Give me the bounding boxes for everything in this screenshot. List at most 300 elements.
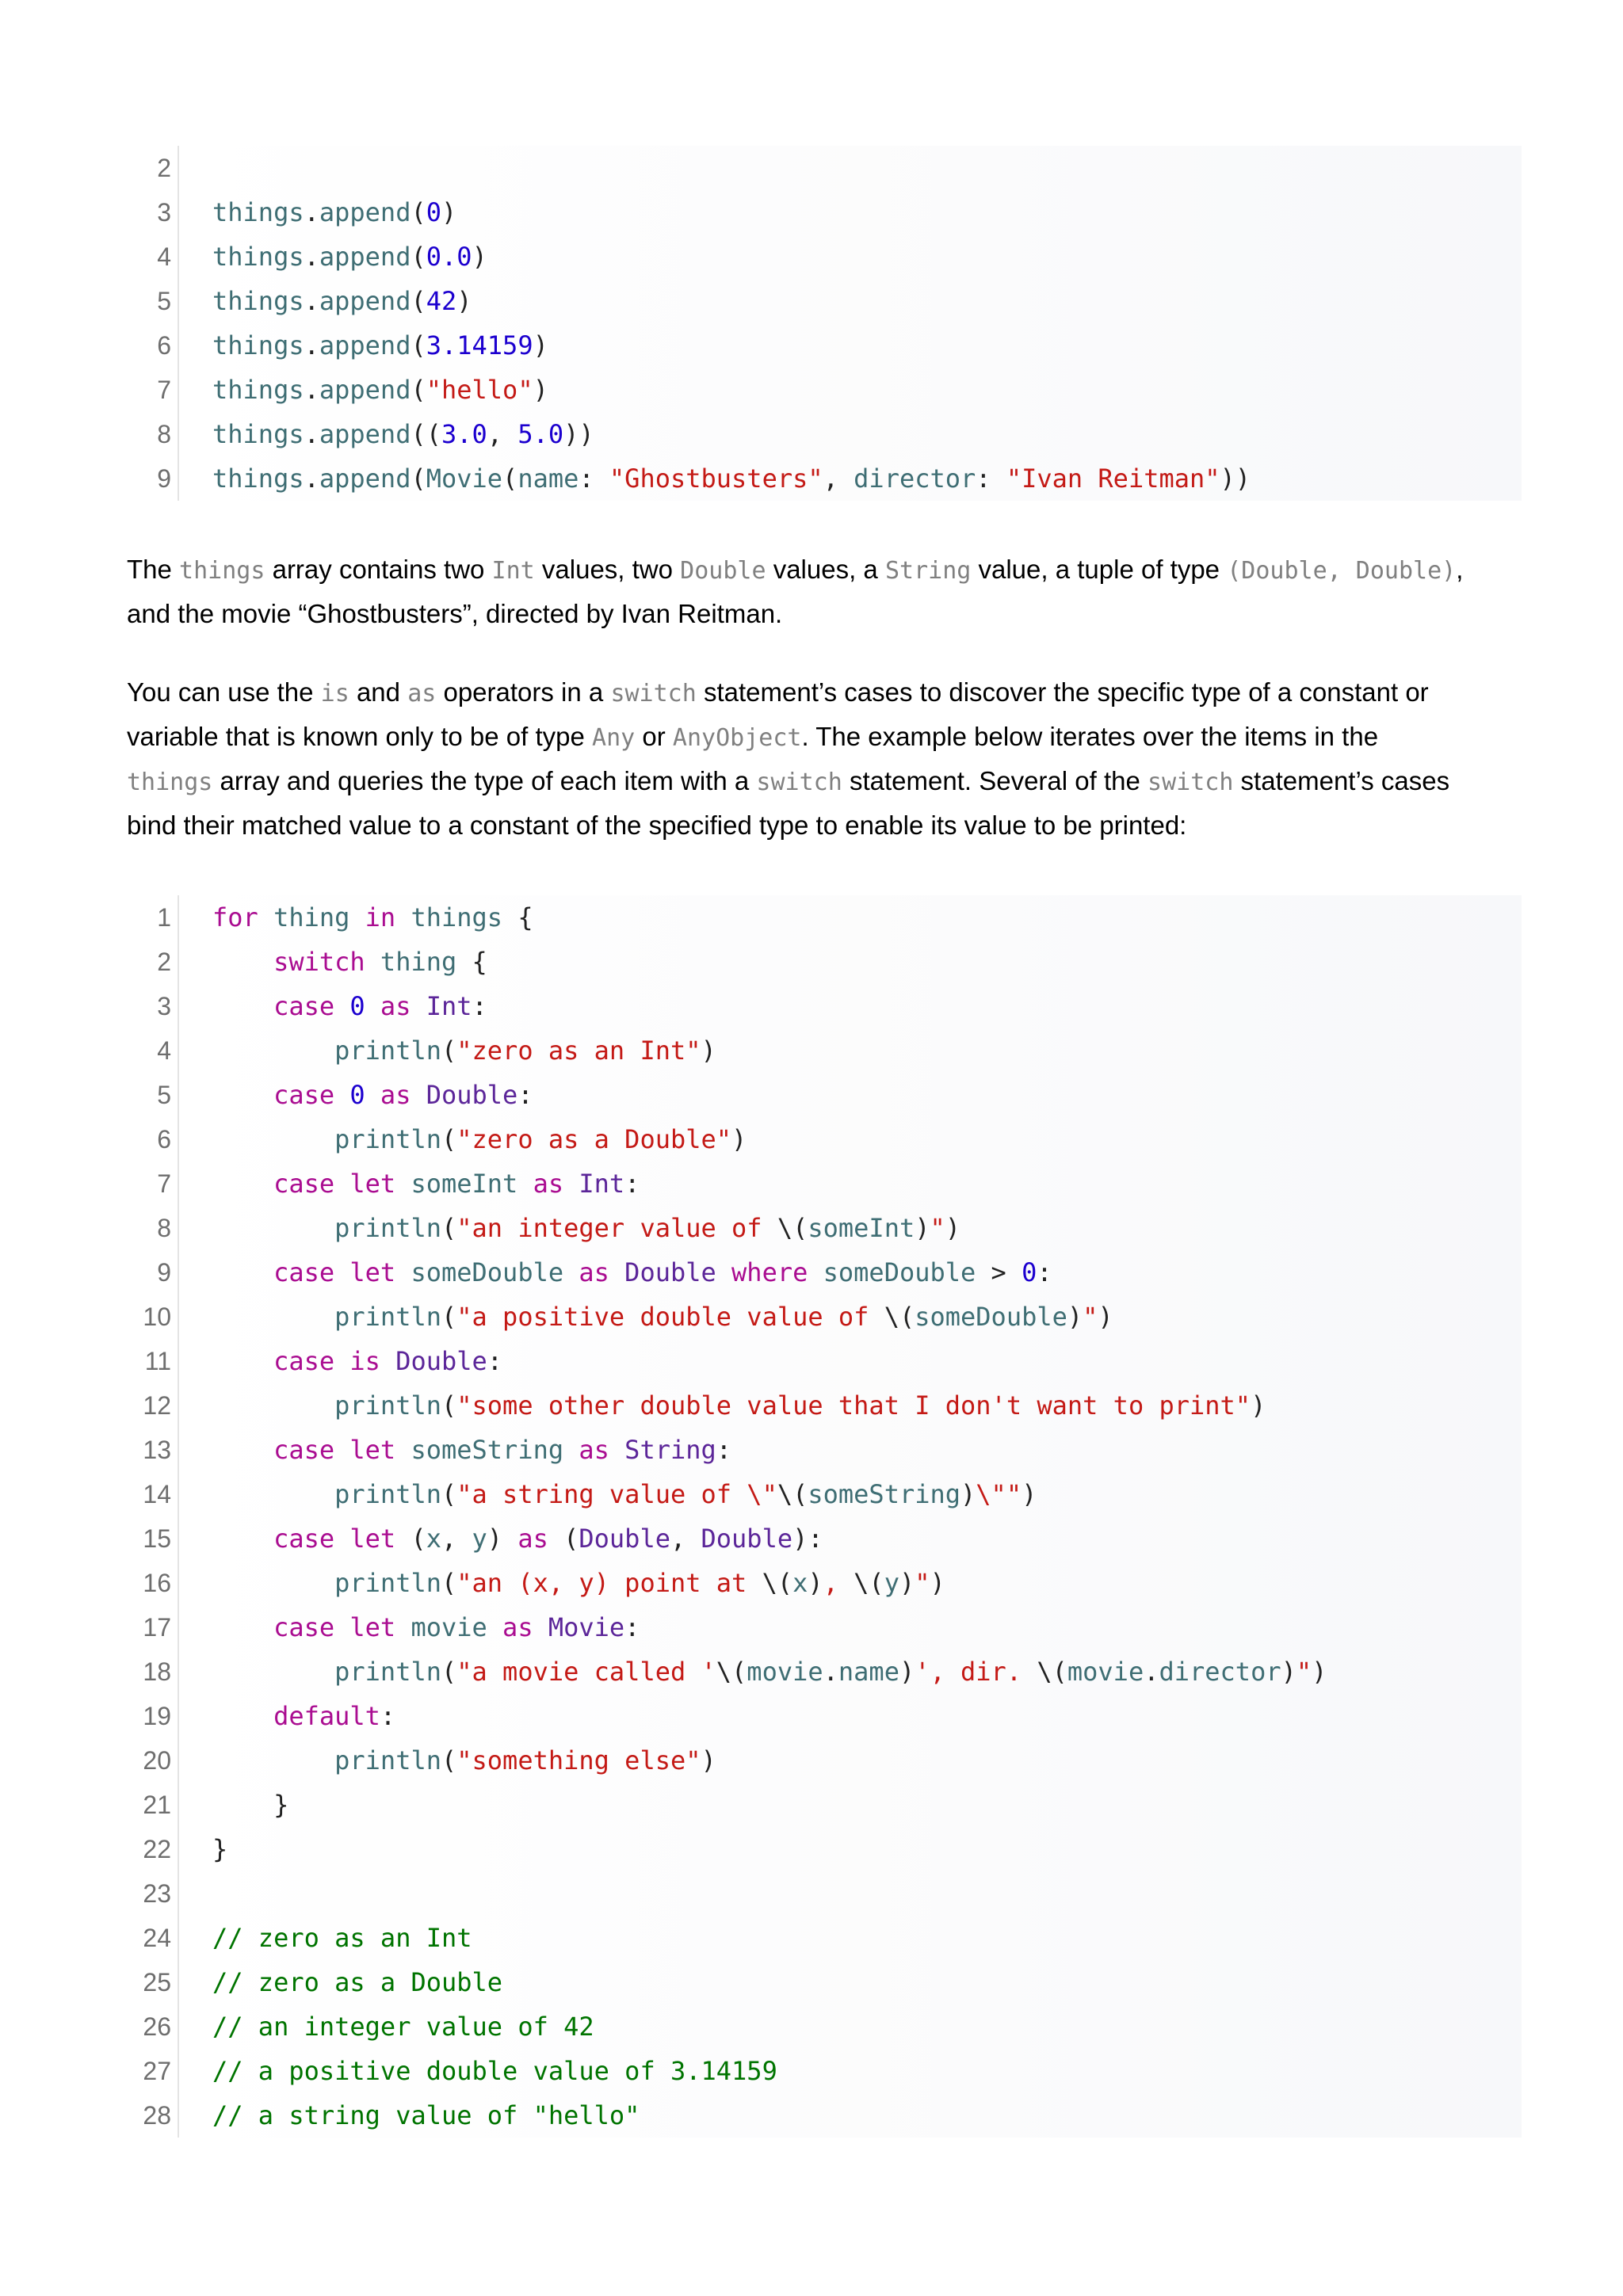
- code-number: 3.14159: [426, 330, 533, 360]
- inline-code: Double: [680, 557, 766, 585]
- code-text: [212, 1650, 1327, 1694]
- code-identifier: director: [854, 463, 976, 494]
- code-identifier: someDouble: [823, 1257, 976, 1287]
- code-punctuation: [212, 1257, 273, 1287]
- code-keyword: where: [731, 1257, 808, 1287]
- line-number-gutter: [178, 146, 179, 501]
- code-punctuation: [334, 1346, 349, 1376]
- code-punctuation: ): [915, 1213, 930, 1243]
- code-punctuation: ): [731, 1124, 747, 1154]
- code-punctuation: [212, 1390, 334, 1421]
- code-punctuation: [808, 1257, 823, 1287]
- code-keyword: as: [502, 1612, 533, 1642]
- code-punctuation: [716, 1257, 731, 1287]
- code-punctuation: ): [1022, 1479, 1037, 1509]
- code-punctuation: [487, 1612, 502, 1642]
- code-comment: // a string value of "hello": [212, 2100, 640, 2130]
- code-identifier: someString: [411, 1435, 564, 1465]
- code-punctuation: [212, 1435, 273, 1465]
- code-punctuation: .: [304, 242, 319, 272]
- code-punctuation: (: [441, 1124, 457, 1154]
- line-number: 20: [143, 1746, 171, 1775]
- code-identifier: someString: [808, 1479, 961, 1509]
- code-number: 0: [349, 1080, 365, 1110]
- code-number: 0: [1022, 1257, 1037, 1287]
- code-text: [212, 1028, 716, 1073]
- code-keyword: for: [212, 902, 258, 933]
- code-punctuation: [212, 991, 273, 1021]
- code-punctuation: :: [1037, 1257, 1052, 1287]
- body-text: array contains two: [265, 555, 492, 584]
- code-punctuation: :: [976, 463, 1006, 494]
- code-punctuation: [349, 902, 365, 933]
- body-text: variable that is known only to be of type: [127, 722, 593, 751]
- body-text: and: [349, 677, 408, 707]
- code-punctuation: \(: [884, 1302, 915, 1332]
- code-punctuation: {: [456, 947, 487, 977]
- code-keyword: switch: [273, 947, 365, 977]
- code-punctuation: [563, 1257, 579, 1287]
- code-punctuation: \(: [777, 1213, 808, 1243]
- code-punctuation: .: [304, 463, 319, 494]
- code-function: println: [334, 1390, 441, 1421]
- inline-code: switch: [610, 680, 697, 707]
- code-type: Movie: [548, 1612, 625, 1642]
- line-number: 17: [143, 1613, 171, 1642]
- code-punctuation: ): [1098, 1302, 1113, 1332]
- code-punctuation: [411, 1080, 426, 1110]
- code-text: [212, 456, 1251, 501]
- code-punctuation: ): [456, 286, 472, 316]
- code-text: [212, 1161, 640, 1206]
- inline-code: Int: [491, 557, 535, 585]
- code-keyword: let: [349, 1435, 396, 1465]
- code-text: [212, 895, 533, 940]
- code-text: [212, 1250, 1052, 1295]
- line-number: 26: [143, 2012, 171, 2041]
- code-text: [212, 1694, 395, 1738]
- code-text: [212, 1516, 823, 1561]
- code-punctuation: \(: [762, 1568, 793, 1598]
- body-text: and the movie “Ghostbusters”, directed by Ivan Reitman.: [127, 599, 783, 628]
- code-function: append: [319, 375, 411, 405]
- code-string: "zero as an Int": [456, 1035, 701, 1066]
- code-type: Double: [624, 1257, 716, 1287]
- code-keyword: default: [273, 1701, 380, 1731]
- line-number: 25: [143, 1968, 171, 1997]
- code-punctuation: :: [472, 991, 487, 1021]
- code-punctuation: \(: [777, 1479, 808, 1509]
- body-text: values, two: [534, 555, 681, 584]
- code-identifier: things: [212, 375, 304, 405]
- code-punctuation: [212, 1035, 334, 1066]
- code-text: [212, 1206, 960, 1250]
- line-number: 3: [157, 992, 171, 1020]
- code-string: ": [915, 1568, 930, 1598]
- code-punctuation: [212, 1568, 334, 1598]
- code-text: [212, 984, 487, 1028]
- body-text: ,: [1456, 555, 1464, 584]
- body-text: value, a tuple of type: [971, 555, 1228, 584]
- inline-code: things: [127, 769, 213, 796]
- code-keyword: as: [533, 1169, 564, 1199]
- code-identifier: movie: [747, 1657, 823, 1687]
- code-punctuation: (: [441, 1302, 457, 1332]
- inline-code: String: [884, 557, 972, 585]
- line-number: 23: [143, 1879, 171, 1908]
- code-punctuation: [334, 1169, 349, 1199]
- code-punctuation: [563, 1435, 579, 1465]
- code-punctuation: ): [1281, 1657, 1296, 1687]
- code-identifier: y: [472, 1524, 487, 1554]
- code-comment: // zero as an Int: [212, 1923, 472, 1953]
- code-punctuation: ,: [823, 463, 854, 494]
- code-punctuation: [411, 991, 426, 1021]
- code-punctuation: [395, 1612, 411, 1642]
- line-number: 24: [143, 1924, 171, 1952]
- body-text: array and queries the type of each item with a: [212, 766, 757, 795]
- code-function: Movie: [426, 463, 503, 494]
- code-keyword: case: [273, 1080, 335, 1110]
- code-identifier: director: [1159, 1657, 1281, 1687]
- line-number: 4: [157, 1036, 171, 1065]
- code-punctuation: (: [441, 1657, 457, 1687]
- code-punctuation: [517, 1169, 533, 1199]
- paragraph-type-casting-switch: [127, 671, 1522, 847]
- code-function: append: [319, 286, 411, 316]
- paragraph-things-contents: [127, 548, 1522, 635]
- code-punctuation: [334, 1435, 349, 1465]
- code-function: append: [319, 242, 411, 272]
- code-identifier: name: [517, 463, 579, 494]
- code-punctuation: [212, 947, 273, 977]
- inline-code: is: [320, 680, 349, 707]
- line-number: 4: [157, 242, 171, 271]
- body-text: values, a: [766, 555, 885, 584]
- code-text: [212, 2093, 640, 2138]
- code-punctuation: :: [624, 1169, 640, 1199]
- line-number: 6: [157, 331, 171, 360]
- code-string: "Ivan Reitman": [1006, 463, 1220, 494]
- code-punctuation: [212, 1346, 273, 1376]
- code-punctuation: [258, 902, 273, 933]
- code-punctuation: \(: [716, 1657, 747, 1687]
- code-identifier: name: [838, 1657, 899, 1687]
- code-punctuation: ,: [670, 1524, 701, 1554]
- code-identifier: thing: [380, 947, 457, 977]
- code-text: [212, 1383, 1266, 1428]
- code-function: append: [319, 197, 411, 227]
- code-identifier: someDouble: [915, 1302, 1067, 1332]
- code-identifier: x: [426, 1524, 441, 1554]
- code-text: [212, 1073, 533, 1117]
- code-keyword: case: [273, 1524, 335, 1554]
- paragraph-line: [127, 548, 1522, 593]
- line-number: 7: [157, 1169, 171, 1198]
- code-punctuation: [212, 1745, 334, 1775]
- code-punctuation: (: [441, 1568, 457, 1598]
- code-string: \"": [976, 1479, 1022, 1509]
- line-number: 10: [143, 1302, 171, 1331]
- line-number: 6: [157, 1125, 171, 1154]
- code-punctuation: (: [411, 286, 426, 316]
- code-punctuation: [212, 1701, 273, 1731]
- code-keyword: let: [349, 1169, 396, 1199]
- code-string: "a string value of \": [456, 1479, 777, 1509]
- code-string: "a movie called ': [456, 1657, 716, 1687]
- code-keyword: in: [365, 902, 396, 933]
- code-keyword: case: [273, 1346, 335, 1376]
- code-function: println: [334, 1035, 441, 1066]
- code-punctuation: .: [304, 375, 319, 405]
- code-punctuation: (: [395, 1524, 426, 1554]
- line-number: 5: [157, 287, 171, 315]
- code-punctuation: \(: [1037, 1657, 1067, 1687]
- code-function: println: [334, 1657, 441, 1687]
- code-identifier: things: [212, 419, 304, 449]
- code-punctuation: [395, 1169, 411, 1199]
- code-text: [212, 323, 548, 368]
- line-number: 11: [144, 1347, 171, 1375]
- code-punctuation: [212, 1524, 273, 1554]
- inline-code: (Double, Double): [1227, 557, 1457, 585]
- line-number: 16: [143, 1569, 171, 1597]
- code-text: [212, 1605, 640, 1650]
- code-punctuation: :: [716, 1435, 732, 1465]
- code-identifier: someDouble: [411, 1257, 564, 1287]
- code-string: "Ghostbusters": [609, 463, 823, 494]
- code-punctuation: .: [1144, 1657, 1159, 1687]
- code-type: Int: [426, 991, 472, 1021]
- code-type: Int: [579, 1169, 625, 1199]
- code-punctuation: :: [624, 1612, 640, 1642]
- code-string: "a positive double value of: [456, 1302, 884, 1332]
- code-identifier: things: [212, 197, 304, 227]
- code-function: println: [334, 1124, 441, 1154]
- code-punctuation: [365, 991, 380, 1021]
- code-number: 42: [426, 286, 457, 316]
- line-number: 1: [157, 903, 171, 932]
- body-text: operators in a: [436, 677, 611, 707]
- code-punctuation: ): [1067, 1302, 1083, 1332]
- code-punctuation: :: [380, 1701, 396, 1731]
- code-punctuation: ): [533, 375, 548, 405]
- code-punctuation: [212, 1169, 273, 1199]
- code-text: [212, 1295, 1113, 1339]
- code-block-switch-over-things: [127, 895, 1522, 2138]
- code-punctuation: [334, 1612, 349, 1642]
- code-number: 3.0: [441, 419, 487, 449]
- code-punctuation: (: [441, 1213, 457, 1243]
- code-string: "some other double value that I don't want to print": [456, 1390, 1251, 1421]
- code-identifier: things: [411, 902, 503, 933]
- code-text: [212, 1738, 716, 1783]
- paragraph-line: [127, 804, 1522, 847]
- code-punctuation: ): [441, 197, 457, 227]
- code-text: [212, 368, 548, 412]
- code-function: println: [334, 1302, 441, 1332]
- paragraph-line: [127, 715, 1522, 760]
- code-text: [212, 1827, 227, 1871]
- body-text: or: [635, 722, 673, 751]
- code-punctuation: [212, 1080, 273, 1110]
- body-text: statement’s cases: [1233, 766, 1450, 795]
- code-punctuation: :: [487, 1346, 503, 1376]
- code-punctuation: )): [563, 419, 594, 449]
- code-punctuation: ): [533, 330, 548, 360]
- code-text: [212, 1561, 945, 1605]
- code-punctuation: [609, 1257, 624, 1287]
- code-punctuation: [395, 1435, 411, 1465]
- line-number: 9: [157, 1258, 171, 1287]
- code-punctuation: :: [579, 463, 609, 494]
- code-punctuation: ): [1251, 1390, 1266, 1421]
- code-text: [212, 1916, 472, 1960]
- code-text: [212, 235, 487, 279]
- paragraph-line: [127, 760, 1522, 804]
- code-punctuation: ): [960, 1479, 976, 1509]
- line-number: 15: [143, 1524, 171, 1553]
- paragraph-line: [127, 671, 1522, 715]
- code-string: "an integer value of: [456, 1213, 777, 1243]
- code-text: [212, 412, 594, 456]
- code-punctuation: [334, 991, 349, 1021]
- code-punctuation: >: [976, 1257, 1022, 1287]
- code-punctuation: }: [212, 1790, 289, 1820]
- code-identifier: y: [884, 1568, 899, 1598]
- code-punctuation: .: [823, 1657, 838, 1687]
- inline-code: switch: [1148, 769, 1234, 796]
- code-punctuation: [212, 1124, 334, 1154]
- code-string: "hello": [426, 375, 533, 405]
- code-punctuation: [212, 1479, 334, 1509]
- inline-code: Any: [592, 724, 636, 752]
- line-number: 2: [157, 948, 171, 976]
- code-punctuation: [365, 947, 380, 977]
- code-keyword: let: [349, 1524, 396, 1554]
- line-number: 13: [143, 1436, 171, 1464]
- code-text: [212, 190, 456, 235]
- line-number: 5: [157, 1081, 171, 1109]
- line-number: 9: [157, 464, 171, 493]
- code-punctuation: (: [441, 1745, 457, 1775]
- code-punctuation: [212, 1213, 334, 1243]
- code-block-append-things: [127, 146, 1522, 501]
- code-punctuation: (: [411, 242, 426, 272]
- code-type: Double: [395, 1346, 487, 1376]
- code-punctuation: (: [411, 463, 426, 494]
- code-string: ": [1083, 1302, 1098, 1332]
- code-punctuation: [334, 1257, 349, 1287]
- code-string: "zero as a Double": [456, 1124, 732, 1154]
- code-function: append: [319, 330, 411, 360]
- code-punctuation: [395, 902, 411, 933]
- code-comment: // an integer value of 42: [212, 2012, 594, 2042]
- code-punctuation: ): [899, 1657, 915, 1687]
- line-number: 28: [143, 2101, 171, 2130]
- code-punctuation: (: [411, 197, 426, 227]
- code-type: String: [624, 1435, 716, 1465]
- line-number: 8: [157, 420, 171, 448]
- code-identifier: movie: [1067, 1657, 1144, 1687]
- code-punctuation: ,: [441, 1524, 472, 1554]
- code-function: println: [334, 1745, 441, 1775]
- code-text: [212, 1960, 502, 2004]
- code-punctuation: (: [441, 1390, 457, 1421]
- code-punctuation: [212, 1612, 273, 1642]
- code-punctuation: [609, 1435, 624, 1465]
- line-number-gutter: [178, 895, 179, 2138]
- code-identifier: x: [792, 1568, 808, 1598]
- code-punctuation: .: [304, 330, 319, 360]
- code-keyword: let: [349, 1612, 396, 1642]
- code-punctuation: ): [701, 1745, 716, 1775]
- code-identifier: movie: [411, 1612, 487, 1642]
- code-function: append: [319, 419, 411, 449]
- code-punctuation: ,: [487, 419, 518, 449]
- line-number: 3: [157, 198, 171, 227]
- code-punctuation: [563, 1169, 579, 1199]
- code-function: append: [319, 463, 411, 494]
- code-punctuation: (: [411, 375, 426, 405]
- code-type: Double: [426, 1080, 518, 1110]
- code-identifier: things: [212, 286, 304, 316]
- code-keyword: as: [579, 1435, 609, 1465]
- code-function: println: [334, 1568, 441, 1598]
- code-text: [212, 1472, 1037, 1516]
- line-number: 2: [157, 154, 171, 182]
- line-number: 8: [157, 1214, 171, 1242]
- code-punctuation: :: [517, 1080, 533, 1110]
- code-punctuation: ):: [792, 1524, 823, 1554]
- code-punctuation: .: [304, 286, 319, 316]
- code-identifier: things: [212, 242, 304, 272]
- body-text: statement. Several of the: [842, 766, 1148, 795]
- code-punctuation: )): [1220, 463, 1251, 494]
- line-number: 22: [143, 1835, 171, 1863]
- code-punctuation: [334, 1080, 349, 1110]
- code-keyword: as: [380, 991, 411, 1021]
- body-text: bind their matched value to a constant of the specified type to enable its value to be printed:: [127, 810, 1187, 840]
- code-keyword: case: [273, 1257, 335, 1287]
- code-text: [212, 1117, 747, 1161]
- code-punctuation: (: [548, 1524, 579, 1554]
- code-punctuation: ): [701, 1035, 716, 1066]
- code-punctuation: [395, 1257, 411, 1287]
- line-number: 14: [143, 1480, 171, 1508]
- code-keyword: as: [517, 1524, 548, 1554]
- code-punctuation: [380, 1346, 395, 1376]
- code-string: "an (x, y) point at: [456, 1568, 762, 1598]
- code-string: "something else": [456, 1745, 701, 1775]
- code-number: 0: [349, 991, 365, 1021]
- code-punctuation: ): [899, 1568, 915, 1598]
- code-keyword: is: [349, 1346, 380, 1376]
- code-text: [212, 2049, 777, 2093]
- code-punctuation: [533, 1612, 548, 1642]
- code-keyword: case: [273, 1612, 335, 1642]
- code-number: 0: [426, 197, 441, 227]
- code-punctuation: ): [1312, 1657, 1327, 1687]
- code-identifier: things: [212, 463, 304, 494]
- body-text: statement’s cases to discover the specific type of a constant or: [696, 677, 1429, 707]
- paragraph-line: [127, 593, 1522, 635]
- code-punctuation: ((: [411, 419, 441, 449]
- code-punctuation: [212, 1302, 334, 1332]
- inline-code: as: [407, 680, 437, 707]
- code-punctuation: }: [212, 1834, 228, 1864]
- code-keyword: case: [273, 1169, 335, 1199]
